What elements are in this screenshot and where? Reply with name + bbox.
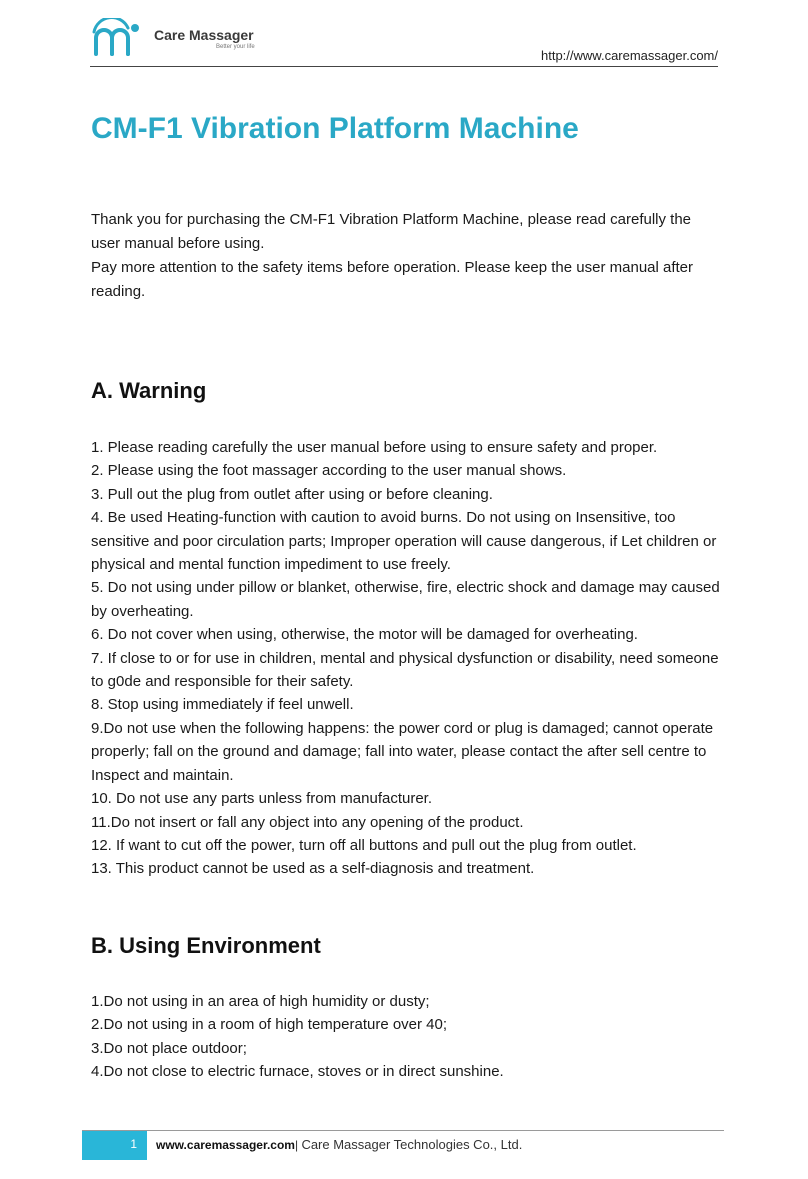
warning-item: 7. If close to or for use in children, mental and physical dysfunction or disability, need someone to g0de and responsible for their safety.	[91, 649, 719, 691]
warning-item: 6. Do not cover when using, otherwise, the motor will be damaged for overheating.	[91, 626, 638, 644]
environment-item: 4.Do not close to electric furnace, stoves or in direct sunshine.	[91, 1063, 504, 1081]
footer-text	[156, 1137, 522, 1152]
warning-item: 9.Do not use when the following happens: the power cord or plug is damaged; cannot operate properly; fall on the ground and damage; fall into water, please contact the after sell centre to Inspect and maintain.	[91, 719, 714, 784]
page-footer	[82, 1130, 724, 1160]
intro-paragraph: Pay more attention to the safety items before operation. Please keep the user manual after reading.	[91, 259, 694, 300]
warning-item: 1. Please reading carefully the user manual before using to ensure safety and proper.	[91, 439, 658, 456]
intro-paragraph: Thank you for purchasing the CM-F1 Vibration Platform Machine, please read carefully the user manual before using.	[91, 211, 692, 252]
warning-item: 2. Please using the foot massager according to the user manual shows.	[91, 462, 567, 480]
footer-company: Care Massager Technologies Co., Ltd.	[301, 1137, 523, 1152]
warning-item: 12. If want to cut off the power, turn off all buttons and pull out the plug from outlet.	[91, 836, 637, 854]
care-massager-logo-icon	[92, 18, 148, 58]
environment-item: 3.Do not place outdoor;	[91, 1039, 247, 1057]
environment-item: 2.Do not using in a room of high temperature over 40;	[91, 1016, 448, 1034]
document-title: CM-F1 Vibration Platform Machine	[91, 112, 579, 145]
warning-item: 5. Do not using under pillow or blanket, otherwise, fire, electric shock and damage may caused by overheating.	[91, 579, 720, 620]
environment-heading: B. Using Environment	[91, 933, 321, 958]
header-divider	[90, 66, 718, 67]
warning-list	[91, 436, 721, 881]
page-header	[90, 16, 718, 68]
brand-name: Care Massager	[154, 27, 254, 43]
warning-item: 13. This product cannot be used as a self-diagnosis and treatment.	[91, 860, 535, 878]
brand-logo[interactable]	[92, 16, 292, 60]
environment-item: 1.Do not using in an area of high humidity or dusty;	[91, 993, 430, 1010]
page-number: 1	[130, 1137, 137, 1151]
warning-item: 10. Do not use any parts unless from manufacturer.	[91, 790, 433, 808]
warning-item: 11.Do not insert or fall any object into any opening of the product.	[91, 813, 524, 831]
warning-item: 3. Pull out the plug from outlet after using or before cleaning.	[91, 485, 493, 503]
brand-tagline: Better your life	[216, 44, 255, 50]
footer-site-link[interactable]: www.caremassager.com	[156, 1138, 295, 1152]
page-number-box	[82, 1131, 147, 1160]
header-url-link[interactable]: http://www.caremassager.com/	[540, 48, 718, 63]
environment-list	[91, 990, 721, 1084]
intro-section	[91, 208, 721, 304]
warning-heading: A. Warning	[91, 378, 207, 403]
footer-divider	[82, 1130, 724, 1131]
warning-item: 8. Stop using immediately if feel unwell.	[91, 696, 354, 714]
footer-separator: |	[294, 1138, 299, 1152]
warning-item: 4. Be used Heating-function with caution to avoid burns. Do not using on Insensitive, too sensitive and poor circulation parts; Improper operation will cause dangerous, if Let children or physical and mental function impediment to use freely.	[91, 509, 717, 574]
